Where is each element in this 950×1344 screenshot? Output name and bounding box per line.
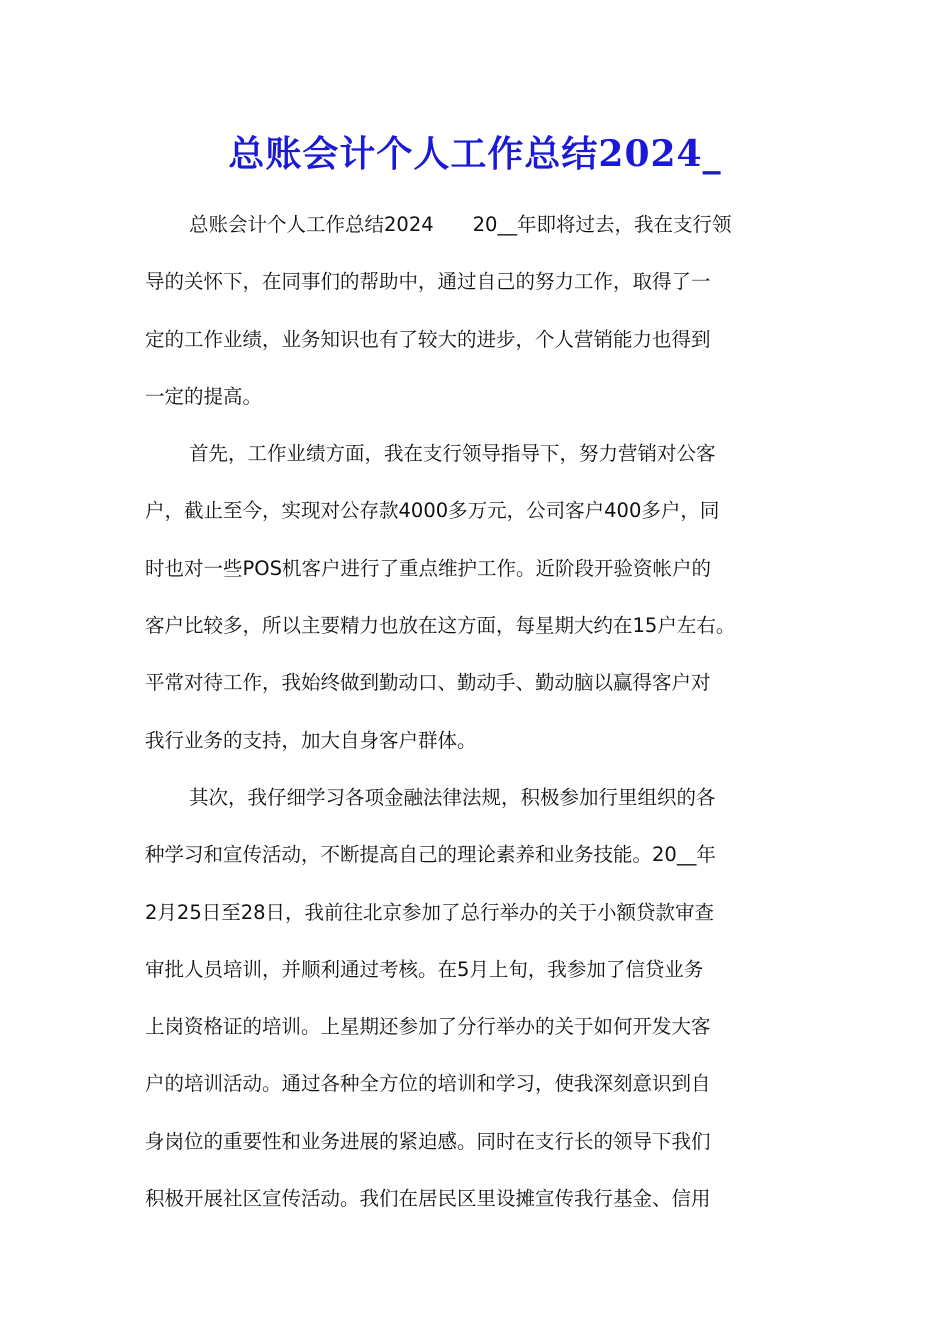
text-line: 首先，工作业绩方面，我在支行领导指导下，努力营销对公客 [189, 442, 716, 466]
text-line: 客户比较多，所以主要精力也放在这方面，每星期大约在15户左右。 [145, 614, 736, 638]
text-line: 一定的提高。 [145, 384, 263, 408]
text-line: 审批人员培训，并顺利通过考核。在5月上旬，我参加了信贷业务 [145, 957, 704, 981]
text-line: 2月25日至28日，我前往北京参加了总行举办的关于小额贷款审查 [145, 900, 715, 924]
text-line: 户，截止至今，实现对公存款4000多万元，公司客户400多户，同 [145, 499, 720, 523]
text-line: 我行业务的支持，加大自身客户群体。 [145, 728, 477, 752]
text-line: 平常对待工作，我始终做到勤动口、勤动手、勤动脑以赢得客户对 [145, 671, 711, 695]
text-line: 户的培训活动。通过各种全方位的培训和学习，使我深刻意识到自 [145, 1072, 711, 1096]
text-line: 定的工作业绩，业务知识也有了较大的进步，个人营销能力也得到 [145, 327, 711, 351]
text-line: 上岗资格证的培训。上星期还参加了分行举办的关于如何开发大客 [145, 1015, 711, 1039]
document-title: 总账会计个人工作总结2024_ [228, 133, 722, 175]
text-line: 其次，我仔细学习各项金融法律法规，积极参加行里组织的各 [189, 785, 716, 809]
text-line: 总账会计个人工作总结2024 20__年即将过去，我在支行领 [189, 213, 732, 236]
text-line: 身岗位的重要性和业务进展的紧迫感。同时在支行长的领导下我们 [145, 1129, 711, 1153]
text-line: 积极开展社区宣传活动。我们在居民区里设摊宣传我行基金、信用 [145, 1187, 711, 1211]
text-line: 种学习和宣传活动，不断提高自己的理论素养和业务技能。20__年 [145, 843, 716, 867]
text-line: 导的关怀下，在同事们的帮助中，通过自己的努力工作，取得了一 [145, 270, 711, 294]
document-body [145, 196, 807, 1227]
text-line: 时也对一些POS机客户进行了重点维护工作。近阶段开验资帐户的 [145, 556, 711, 580]
